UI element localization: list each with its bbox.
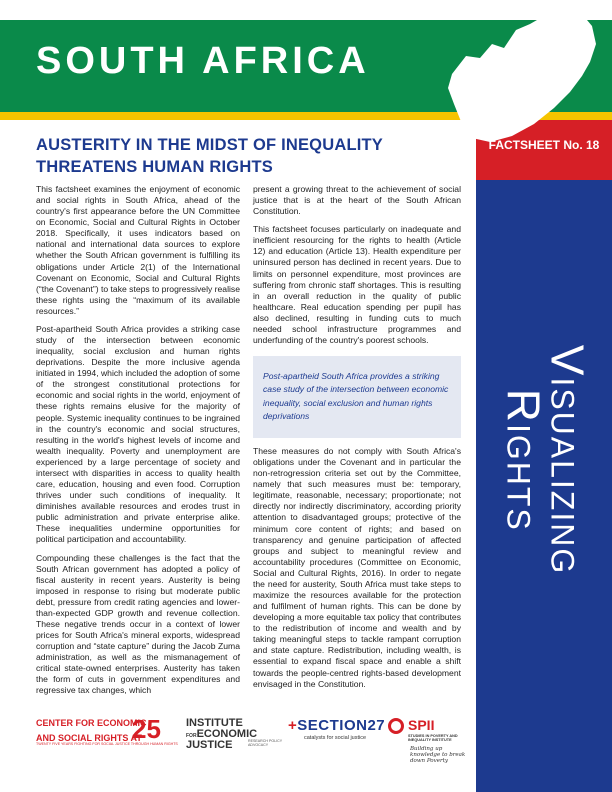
- paragraph: Compounding these challenges is the fact that the South African government has adopted a policy of fiscal austerity in recent years. Austerity is being imposed in response to rising but moderate public debt, pressure from credit rating agencies and lower-than-expected GDP growth and revenue collection. These negative trends occur in a context of lower prices for South Africa's mineral exports, widespread corruption and “state capture” during the Jacob Zuma administration, as well as the mismanagement of critical state-owned enterprises. Austerity has taken the form of cuts in government expenditures and regressive tax changes, which: [36, 552, 240, 696]
- section27-logo: [288, 717, 386, 741]
- paragraph: present a growing threat to the achievement of social justice that is at the heart of the South African Constitution.: [253, 184, 461, 217]
- iej-logo-sub: RESEARCH POLICY ADVOCACY: [248, 739, 283, 747]
- section27-plus: +: [288, 717, 298, 734]
- body-column-left: [36, 184, 240, 704]
- cesr-logo-line2: AND SOCIAL RIGHTS AT: [36, 733, 142, 744]
- iej-logo-for: FOR: [186, 733, 197, 739]
- paragraph: This factsheet examines the enjoyment of economic and social rights in South Africa, ahead of the country's first appearance before the UN Committee on Economic, Social and Cultural Rights in October 2018. Specifically, it uses indicators based on national and international data sources to explore whether the South African government is fulfilling its obligations under Article 2(1) of the International Covenant on Economic, Social and Cultural Rights (“the Covenant”) to take steps to progressively realise these rights using the “maximum of its available resources.”: [36, 184, 240, 316]
- country-title: SOUTH AFRICA: [36, 40, 370, 82]
- headline: [36, 134, 456, 179]
- cesr-logo-line1: CENTER FOR ECONOMIC: [36, 718, 147, 728]
- series-title-line2: Rights: [498, 388, 550, 532]
- spii-script: Building up knowledge to break down Poverty: [410, 746, 466, 765]
- iej-logo-line3: JUSTICE: [186, 739, 233, 751]
- series-title-line1: Visualizing: [541, 344, 594, 576]
- spii-name: SPII: [408, 717, 435, 733]
- paragraph: Post-apartheid South Africa provides a striking case study of the intersection between economic inequality, social exclusion and human rights deprivations. Despite the more inclusive agenda initiated in 1994, which included the adoption of some of the strongest constitutional protections for economic and social rights in the world, enjoyment of these rights remains elusive for the majority of people. Systemic inequality continues to be ingrained in the country's economic and social structures, resulting in the world's highest levels of income and wealth inequality. Poverty and unemployment are experienced by a large percentage of society and intersect with disparities in access to quality health care, education, housing and even food. Corruption thrives under such conditions of inequality. It diminishes available resources and erodes trust in public administration and private enterprise alike. These inequalities undermine opportunities for political participation and accountability.: [36, 323, 241, 545]
- iej-logo-line2: ECONOMIC: [196, 728, 258, 740]
- cesr-logo-tagline: TWENTY FIVE YEARS FIGHTING FOR SOCIAL JUSTICE THROUGH HUMAN RIGHTS: [36, 742, 178, 746]
- series-title: [480, 300, 610, 620]
- paragraph: This factsheet focuses particularly on inadequate and inefficient resourcing for the rights to health (Article 12) and education (Article 13). Health expenditure per uninsured person has declined in recent years. Due to limits on personnel expenditure, most provinces are suffering from chronic staff shortages. This is resulting in an overall reduction in the quality of public healthcare. Real education spending per pupil has also declined, resulting in funding cuts to much needed school infrastructure programmes and underfunding of the country's poorest schools.: [253, 224, 461, 346]
- pull-quote: Post-apartheid South Africa provides a striking case study of the intersection between economic inequality, social exclusion and human rights deprivations: [253, 356, 461, 438]
- partner-logos: [36, 714, 476, 768]
- factsheet-number: FACTSHEET No. 18: [488, 138, 600, 152]
- body-column-right-top: [253, 184, 461, 353]
- section27-sub: catalysts for social justice: [304, 734, 367, 741]
- spii-sub: STUDIES IN POVERTY AND INEQUALITY INSTITUTE: [408, 734, 458, 743]
- cesr-logo-number: 25: [132, 714, 161, 744]
- section27-name: SECTION27: [297, 717, 386, 734]
- cesr-logo: [36, 714, 178, 746]
- iej-logo-line1: INSTITUTE: [186, 717, 243, 729]
- spii-ring-icon: [388, 718, 404, 734]
- body-column-right-bottom: [253, 446, 461, 697]
- south-africa-map-icon: [432, 4, 608, 154]
- iej-logo: [186, 718, 282, 751]
- paragraph: These measures do not comply with South Africa's obligations under the Covenant and in particular the non-retrogression criteria set out by the Committee, namely that such measures must be: temporary, legitimate, reasonable, necessary; proportionate; not directly nor indirectly discriminatory, according priority attention to disadvantaged groups; protective of the minimum core content of rights; and based on transparency and genuine participation of affected groups and subject to meaningful review and accountability procedures (Committee on Economic, Social and Cultural Rights, 2016). In order to negate the need for austerity, South Africa must take steps to maximize the resources available for the protection and fulfilment of human rights. This can be done by developing a more equitable tax policy that contributes to the redistribution of income and wealth and by taking meaningful steps to tackle rampant corruption and state capture. Redistribution, including wealth, is essential to expand fiscal space and enable a shift towards the people-centred rights-based development envisaged in the Constitution.: [253, 446, 461, 689]
- headline-line2: THREATENS HUMAN RIGHTS: [36, 158, 273, 177]
- headline-line1: AUSTERITY IN THE MIDST OF INEQUALITY: [36, 136, 383, 154]
